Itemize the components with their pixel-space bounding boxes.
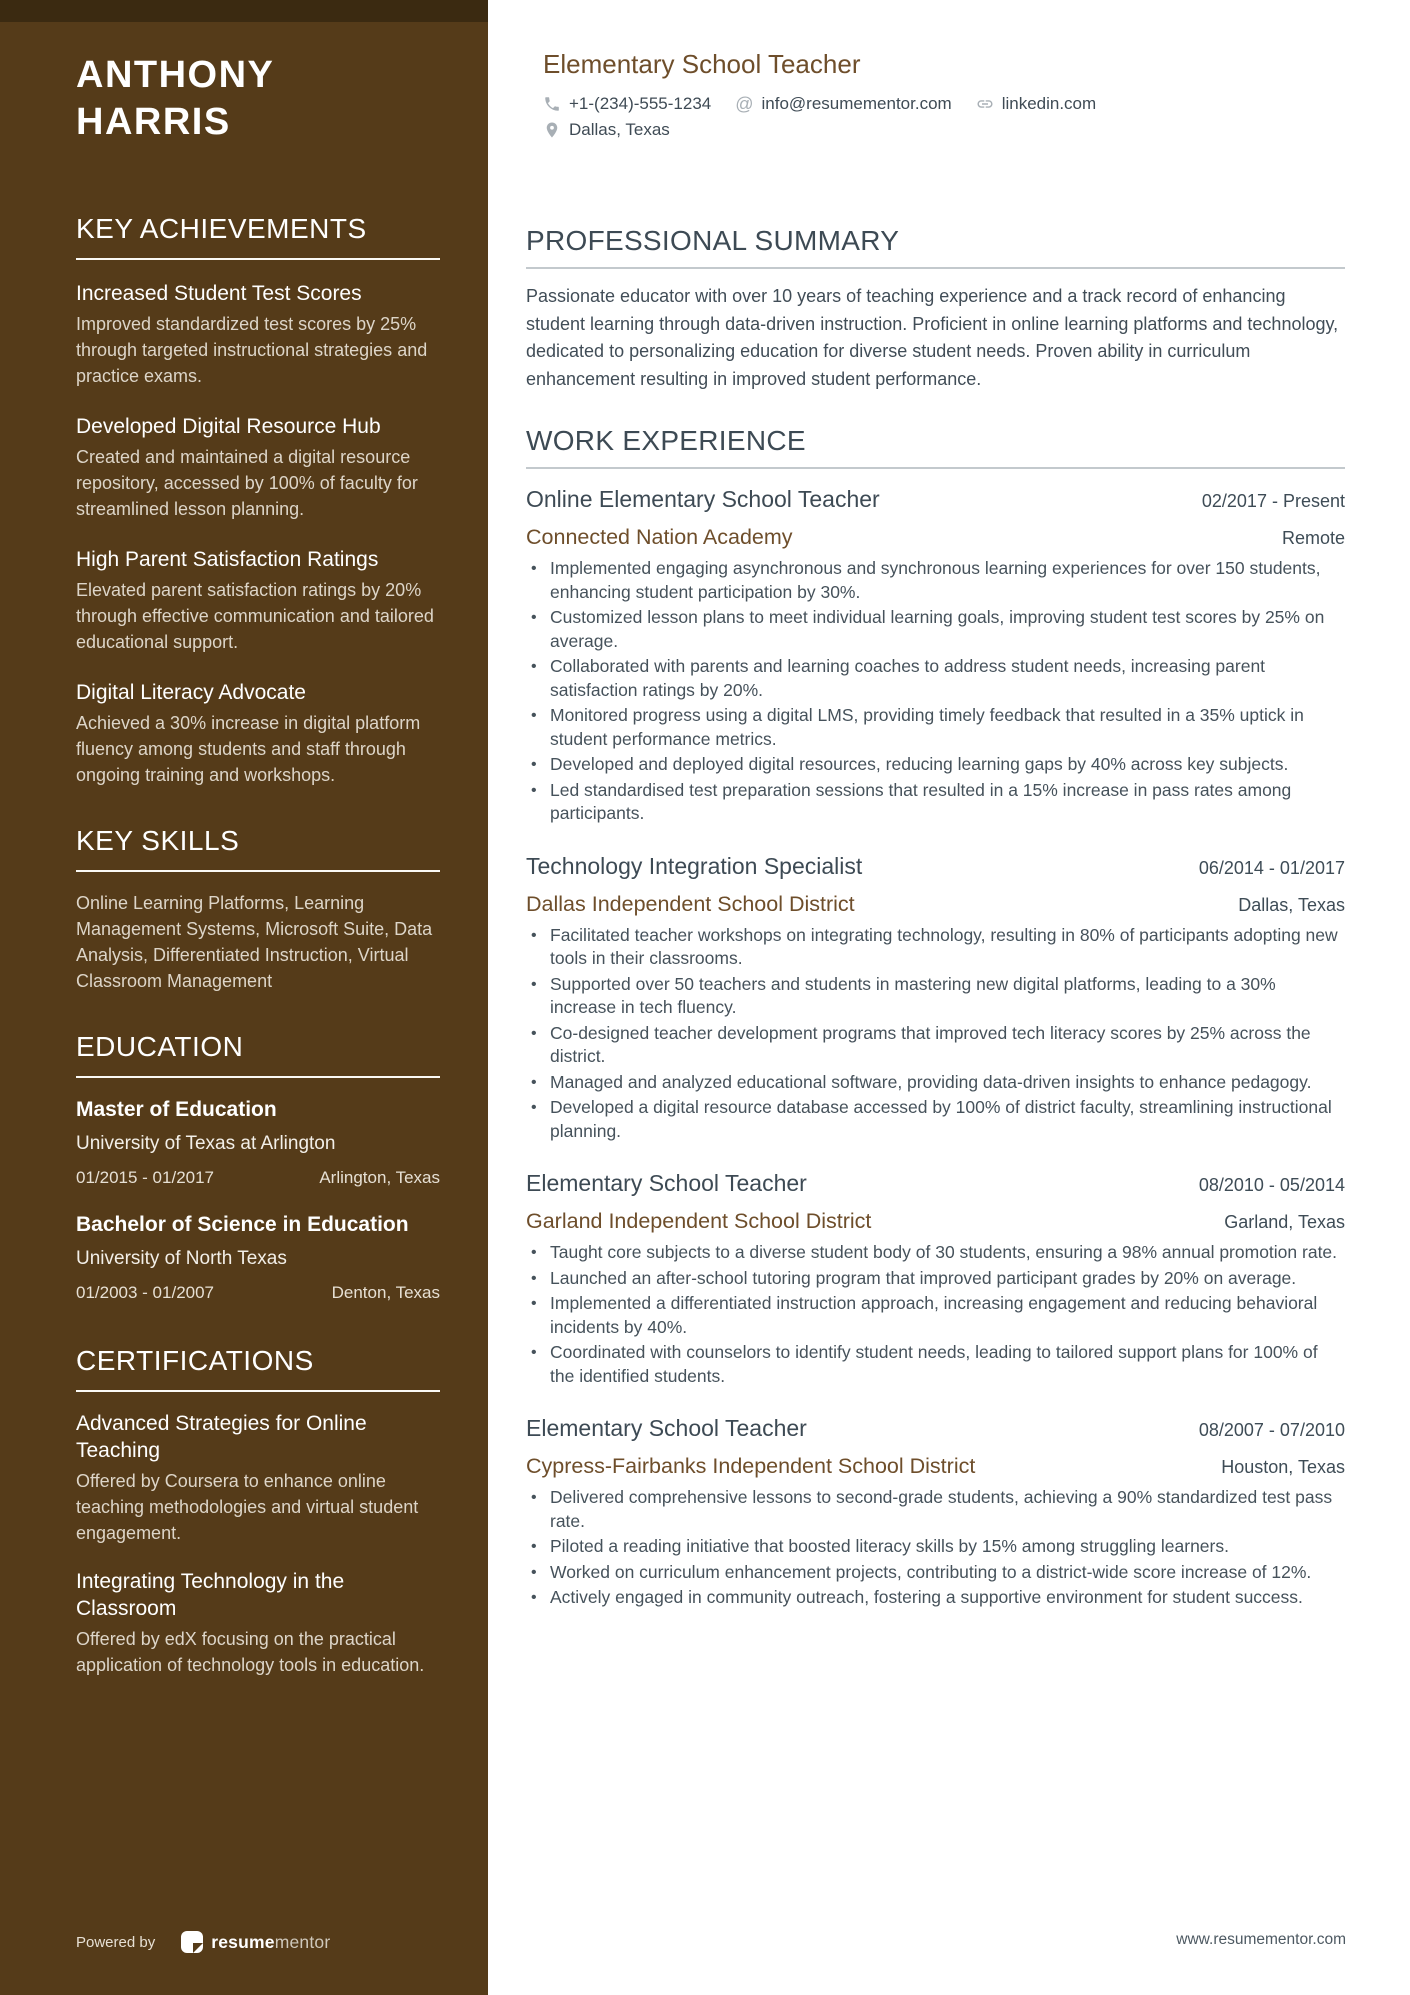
certification-title: Advanced Strategies for Online Teaching	[76, 1412, 367, 1462]
degree-name: Master of Education	[76, 1098, 277, 1121]
location-text: Dallas, Texas	[569, 120, 670, 139]
bullet-item: • Collaborated with parents and learning coaches to address student needs, increasing parent satisfaction ratings by 20%.	[526, 655, 1345, 702]
bullet-item: • Launched an after-school tutoring program that improved participant grades by 20% on average.	[526, 1267, 1345, 1291]
professional-summary-section	[526, 224, 1345, 393]
company-name: Cypress-Fairbanks Independent School District	[526, 1454, 976, 1478]
key-achievements-section	[76, 212, 440, 788]
bullet-item: • Customized lesson plans to meet individual learning goals, improving student test scores by 25% on average.	[526, 606, 1345, 653]
job-location: Houston, Texas	[1221, 1457, 1345, 1477]
achievement-description: Elevated parent satisfaction ratings by 20% through effective communication and tailored educational support.	[76, 580, 434, 652]
job-entry	[526, 485, 1345, 826]
at-icon: @	[735, 94, 754, 114]
education-entry	[76, 1096, 440, 1189]
job-dates: 08/2007 - 07/2010	[1198, 1420, 1345, 1440]
achievement-title: High Parent Satisfaction Ratings	[76, 548, 379, 571]
brand-name-mentor: mentor	[274, 1931, 331, 1952]
education-location: Denton, Texas	[331, 1283, 440, 1302]
sidebar-top-bar	[0, 0, 488, 22]
divider	[76, 870, 440, 872]
job-entry	[526, 1169, 1345, 1388]
divider	[526, 267, 1345, 269]
sidebar	[0, 0, 488, 1995]
job-dates: 08/2010 - 05/2014	[1198, 1175, 1345, 1195]
location-row	[543, 120, 1345, 140]
bullet-item: • Implemented a differentiated instruction approach, increasing engagement and reducing behavioral incidents by 40%.	[526, 1292, 1345, 1339]
certification-description: Offered by edX focusing on the practical application of technology tools in education.	[76, 1629, 425, 1675]
brand-name-resume: resume	[211, 1931, 275, 1952]
bullet-item: • Supported over 50 teachers and students in mastering new digital platforms, leading to a 30% increase in tech fluency.	[526, 973, 1345, 1020]
candidate-name: ANTHONY HARRIS	[76, 54, 274, 143]
education-entry	[76, 1211, 440, 1304]
bullet-item: • Implemented engaging asynchronous and synchronous learning experiences for over 150 students, enhancing student participation by 30%.	[526, 557, 1345, 604]
job-location: Remote	[1281, 528, 1345, 548]
job-bullets	[526, 924, 1345, 1144]
bullet-item: • Facilitated teacher workshops on integrating technology, resulting in 80% of participants adopting new tools in their classrooms.	[526, 924, 1345, 971]
phone-contact	[543, 94, 711, 114]
resume-job-title: Elementary School Teacher	[543, 49, 861, 79]
certifications-title: CERTIFICATIONS	[76, 1345, 314, 1376]
contact-row	[543, 94, 1345, 114]
bullet-item: • Taught core subjects to a diverse student body of 30 students, ensuring a 98% annual promotion rate.	[526, 1241, 1345, 1265]
brand	[181, 1931, 330, 1953]
bullet-item: • Developed and deployed digital resources, reducing learning gaps by 40% across key subjects.	[526, 753, 1345, 777]
achievement-description: Achieved a 30% increase in digital platform fluency among students and staff through ongoing training and workshops.	[76, 713, 421, 785]
key-achievements-title: KEY ACHIEVEMENTS	[76, 213, 367, 244]
bullet-item: • Monitored progress using a digital LMS, providing timely feedback that resulted in a 35% uptick in student performance metrics.	[526, 704, 1345, 751]
company-name: Connected Nation Academy	[526, 525, 793, 549]
job-dates: 02/2017 - Present	[1201, 491, 1345, 511]
education-dates: 01/2015 - 01/2017	[76, 1168, 215, 1187]
phone-icon	[543, 95, 561, 113]
job-entry	[526, 1414, 1345, 1610]
resumementor-logo-icon	[181, 1931, 203, 1953]
bullet-item: • Delivered comprehensive lessons to second-grade students, achieving a 90% standardized test pass rate.	[526, 1486, 1345, 1533]
powered-by-label: Powered by	[76, 1933, 156, 1951]
bullet-item: • Co-designed teacher development programs that improved tech literacy scores by 25% across the district.	[526, 1022, 1345, 1069]
main-column	[488, 0, 1410, 1610]
job-bullets	[526, 1241, 1345, 1388]
achievement-title: Increased Student Test Scores	[76, 282, 362, 305]
company-name: Garland Independent School District	[526, 1209, 872, 1233]
sidebar-footer	[76, 1931, 330, 1953]
map-pin-icon	[543, 121, 561, 139]
job-title: Online Elementary School Teacher	[526, 486, 880, 512]
email-address[interactable]: info@resumementor.com	[761, 94, 952, 113]
education-location: Arlington, Texas	[319, 1168, 440, 1187]
education-dates: 01/2003 - 01/2007	[76, 1283, 215, 1302]
divider	[526, 467, 1345, 469]
school-name: University of North Texas	[76, 1248, 287, 1269]
bullet-item: • Led standardised test preparation sessions that resulted in a 15% increase in pass rates among participants.	[526, 779, 1345, 826]
education-title: EDUCATION	[76, 1031, 244, 1062]
divider	[76, 258, 440, 260]
work-experience-section	[526, 424, 1345, 1610]
certification-description: Offered by Coursera to enhance online teaching methodologies and virtual student engagement.	[76, 1471, 419, 1543]
phone-number[interactable]: +1-(234)-555-1234	[569, 94, 712, 113]
summary-title: PROFESSIONAL SUMMARY	[526, 225, 900, 256]
job-bullets	[526, 557, 1345, 826]
job-bullets	[526, 1486, 1345, 1610]
achievement-description: Created and maintained a digital resource repository, accessed by 100% of faculty for streamlined lesson planning.	[76, 447, 418, 519]
job-title: Elementary School Teacher	[526, 1170, 807, 1196]
achievement-item	[76, 280, 440, 389]
achievement-item	[76, 546, 440, 655]
bullet-item: • Worked on curriculum enhancement projects, contributing to a district-wide score increase of 12%.	[526, 1561, 1345, 1585]
degree-name: Bachelor of Science in Education	[76, 1213, 409, 1236]
achievement-item	[76, 413, 440, 522]
bullet-item: • Actively engaged in community outreach, fostering a supportive environment for student success.	[526, 1586, 1345, 1610]
certification-title: Integrating Technology in the Classroom	[76, 1570, 345, 1620]
job-dates: 06/2014 - 01/2017	[1198, 857, 1345, 878]
achievement-description: Improved standardized test scores by 25% through targeted instructional strategies and practice exams.	[76, 314, 428, 386]
school-name: University of Texas at Arlington	[76, 1133, 336, 1154]
certification-item	[76, 1410, 440, 1546]
company-name: Dallas Independent School District	[526, 891, 855, 916]
bullet-item: • Coordinated with counselors to identify student needs, leading to tailored support plans for 100% of the identified students.	[526, 1341, 1345, 1388]
key-skills-title: KEY SKILLS	[76, 825, 240, 856]
link-icon	[976, 95, 994, 113]
job-entry	[526, 852, 1345, 1144]
website-footer-link[interactable]: www.resumementor.com	[1176, 1931, 1346, 1948]
education-section	[76, 1030, 440, 1304]
achievement-title: Digital Literacy Advocate	[76, 681, 306, 704]
key-skills-section	[76, 824, 440, 994]
certification-item	[76, 1568, 440, 1678]
divider	[76, 1390, 440, 1392]
bullet-item: • Managed and analyzed educational software, providing data-driven insights to enhance pedagogy.	[526, 1071, 1345, 1095]
job-location: Garland, Texas	[1224, 1212, 1345, 1232]
location-contact	[543, 120, 670, 140]
linkedin-url[interactable]: linkedin.com	[1001, 94, 1097, 113]
certifications-section	[76, 1344, 440, 1678]
bullet-item: • Developed a digital resource database accessed by 100% of district faculty, streamlining instructional planning.	[526, 1096, 1345, 1143]
work-experience-title: WORK EXPERIENCE	[526, 425, 806, 456]
achievement-title: Developed Digital Resource Hub	[76, 415, 381, 438]
bullet-item: • Piloted a reading initiative that boosted literacy skills by 15% among struggling learners.	[526, 1535, 1345, 1559]
achievement-item	[76, 679, 440, 788]
divider	[76, 1076, 440, 1078]
job-title: Technology Integration Specialist	[526, 852, 863, 879]
summary-text: Passionate educator with over 10 years of teaching experience and a track record of enhancing student learning through data-driven instruction. Proficient in online learning platforms and technology, dedicated to personalizing education for diverse student needs. Proven ability in curriculum enhancement resulting in improved student performance.	[526, 286, 1339, 389]
linkedin-contact	[976, 94, 1097, 114]
job-title: Elementary School Teacher	[526, 1415, 807, 1441]
email-contact	[735, 94, 951, 114]
skills-list: Online Learning Platforms, Learning Management Systems, Microsoft Suite, Data Analysis, Differentiated Instruction, Virtual Classroom Management	[76, 893, 433, 991]
resume-header	[543, 48, 1345, 140]
job-location: Dallas, Texas	[1238, 894, 1345, 915]
